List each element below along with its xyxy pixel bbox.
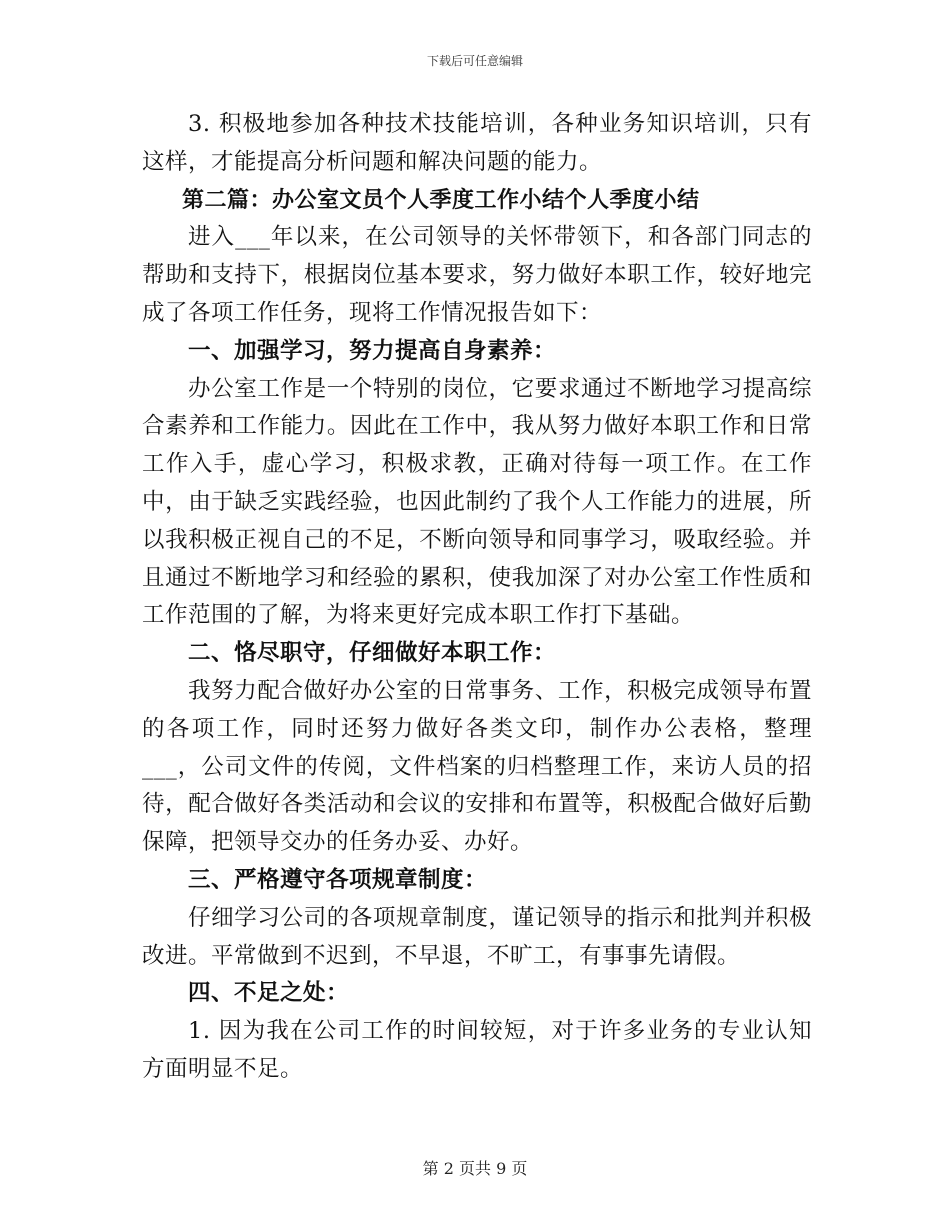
paragraph-shortcomings: 1. 因为我在公司工作的时间较短，对于许多业务的专业认知方面明显不足。 (142, 1018, 812, 1082)
heading-shortcomings: 四、不足之处： (188, 980, 350, 1007)
heading-duty: 二、恪尽职守，仔细做好本职工作： (188, 640, 557, 667)
page-number: 第 2 页共 9 页 (422, 1159, 528, 1178)
paragraph-training: 3. 积极地参加各种技术技能培训，各种业务知识培训，只有这样，才能提高分析问题和解决问题的能力。 (142, 111, 812, 175)
paragraph-intro: 进入___年以来，在公司领导的关怀带领下，和各部门同志的帮助和支持下，根据岗位基本要求，努力做好本职工作，较好地完成了各项工作任务，现将工作情况报告如下： (142, 224, 812, 326)
heading-study: 一、加强学习，努力提高自身素养： (188, 337, 557, 364)
paragraph-study: 办公室工作是一个特别的岗位，它要求通过不断地学习提高综合素养和工作能力。因此在工作中，我从努力做好本职工作和日常工作入手，虚心学习，积极求教，正确对待每一项工作。在工作中，由于缺乏实践经验，也因此制约了我个人工作能力的进展，所以我积极正视自己的不足，不断向领导和同事学习，吸取经验。并且通过不断地学习和经验的累积，使我加深了对办公室工作性质和工作范围的了解，为将来更好完成本职工作打下基础。 (142, 375, 812, 629)
paragraph-rules: 仔细学习公司的各项规章制度，谨记领导的指示和批判并积极改进。平常做到不迟到，不早退，不旷工，有事事先请假。 (142, 904, 812, 969)
document-body (142, 106, 812, 1089)
heading-rules: 三、严格遵守各项规章制度： (188, 866, 488, 893)
paragraph-duty: 我努力配合做好办公室的日常事务、工作，积极完成领导布置的各项工作，同时还努力做好各类文印，制作办公表格，整理___，公司文件的传阅，文件档案的归档整理工作，来访人员的招待，配合做好各类活动和会议的安排和布置等，积极配合做好后勤保障，把领导交办的任务办妥、办好。 (142, 677, 812, 856)
page-header: 下载后可任意编辑 (426, 54, 523, 68)
section-title: 第二篇：办公室文员个人季度工作小结个人季度小结 (182, 186, 700, 213)
